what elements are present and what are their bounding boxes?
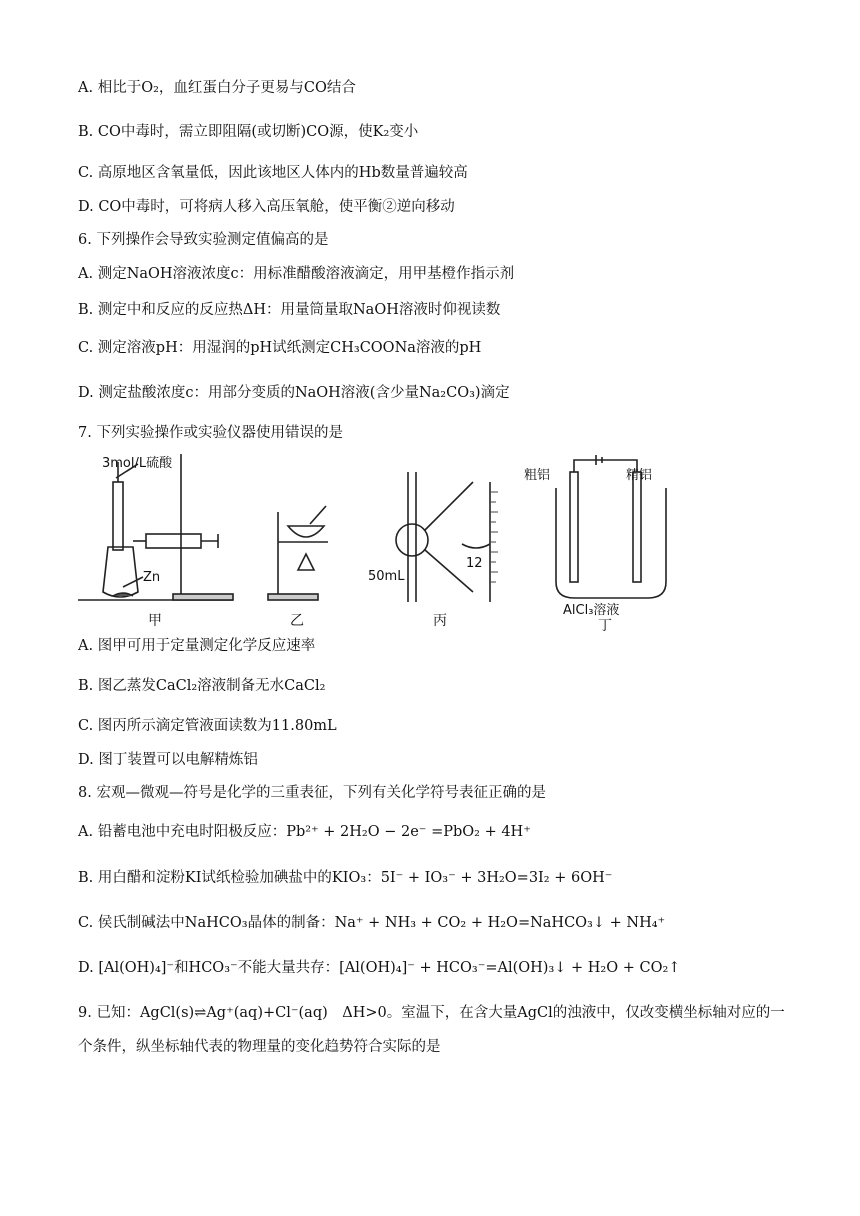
ding-alcl3-label: AlCl₃溶液: [563, 603, 620, 618]
figure-label-ding: 丁: [598, 618, 612, 634]
q7-stem: 7. 下列实验操作或实验仪器使用错误的是: [78, 425, 343, 441]
q6-stem: 6. 下列操作会导致实验测定值偏高的是: [78, 232, 329, 248]
jia-acid-label: 3mol/L硫酸: [102, 456, 173, 471]
q8-option-d: D. [Al(OH)₄]⁻和HCO₃⁻不能大量共存：[Al(OH)₄]⁻ + HCO₃⁻=Al(OH)₃↓ + H₂O + CO₂↑: [78, 960, 681, 976]
ding-pure-al-electrode: [633, 472, 641, 582]
q8-option-a: A. 铅蓄电池中充电时阳极反应：Pb²⁺ + 2H₂O − 2e⁻ =PbO₂ + 4H⁺: [78, 824, 531, 840]
apparatus-diagram: [78, 452, 798, 632]
q7-option-a: A. 图甲可用于定量测定化学反应速率: [78, 638, 316, 654]
ding-crude-al-label: 粗铝: [524, 468, 551, 483]
q8-option-b: B. 用白醋和淀粉KI试纸检验加碘盐中的KIO₃：5I⁻ + IO₃⁻ + 3H₂O=3I₂ + 6OH⁻: [78, 870, 613, 886]
yi-burner: [298, 554, 314, 570]
figure-label-jia: 甲: [148, 613, 162, 629]
figure-label-yi: 乙: [290, 613, 304, 629]
jia-zn-pointer: [123, 577, 143, 587]
q8-option-c: C. 侯氏制碱法中NaHCO₃晶体的制备：Na⁺ + NH₃ + CO₂ + H₂O=NaHCO₃↓ + NH₄⁺: [78, 915, 666, 931]
jia-stand-base: [173, 594, 233, 600]
jia-flask: [103, 547, 138, 597]
q6-option-d: D. 测定盐酸浓度c：用部分变质的NaOH溶液(含少量Na₂CO₃)滴定: [78, 385, 510, 401]
q5-option-b: B. CO中毒时，需立即阻隔(或切断)CO源，使K₂变小: [78, 124, 419, 140]
yi-base: [268, 594, 318, 600]
q6-option-a: A. 测定NaOH溶液浓度c：用标准醋酸溶液滴定，用甲基橙作指示剂: [78, 266, 515, 282]
bing-scale-label: 12: [466, 556, 483, 571]
q7-figure: [78, 452, 798, 632]
bing-zoom-circle: [396, 524, 428, 556]
q6-option-b: B. 测定中和反应的反应热ΔH：用量筒量取NaOH溶液时仰视读数: [78, 302, 501, 318]
q7-option-c: C. 图丙所示滴定管液面读数为11.80mL: [78, 718, 337, 734]
q5-option-a: A. 相比于O₂，血红蛋白分子更易与CO结合: [78, 80, 356, 96]
bing-burette-label: 50mL: [368, 569, 405, 584]
figure-label-bing: 丙: [433, 613, 447, 629]
q8-stem: 8. 宏观—微观—符号是化学的三重表征，下列有关化学符号表征正确的是: [78, 785, 546, 801]
ding-pure-al-label: 精铝: [626, 468, 653, 483]
q6-option-c: C. 测定溶液pH：用湿润的pH试纸测定CH₃COONa溶液的pH: [78, 340, 482, 356]
q5-option-c: C. 高原地区含氧量低，因此该地区人体内的Hb数量普遍较高: [78, 165, 468, 181]
q9-stem: 9. 已知：AgCl(s)⇌Ag⁺(aq)+Cl⁻(aq) ΔH>0。室温下，在含大量AgCl的浊液中，仅改变横坐标轴对应的一个条件，纵坐标轴代表的物理量的变化趋势符合实际的是: [78, 1005, 785, 1055]
q7-option-d: D. 图丁装置可以电解精炼铝: [78, 752, 258, 768]
ding-crude-al-electrode: [570, 472, 578, 582]
q5-option-d: D. CO中毒时，可将病人移入高压氧舱，使平衡②逆向移动: [78, 199, 455, 215]
jia-zn-label: Zn: [143, 570, 161, 585]
yi-dish: [288, 526, 324, 537]
jia-funnel: [113, 482, 123, 550]
q7-option-b: B. 图乙蒸发CaCl₂溶液制备无水CaCl₂: [78, 678, 326, 694]
jia-syringe: [146, 534, 201, 548]
